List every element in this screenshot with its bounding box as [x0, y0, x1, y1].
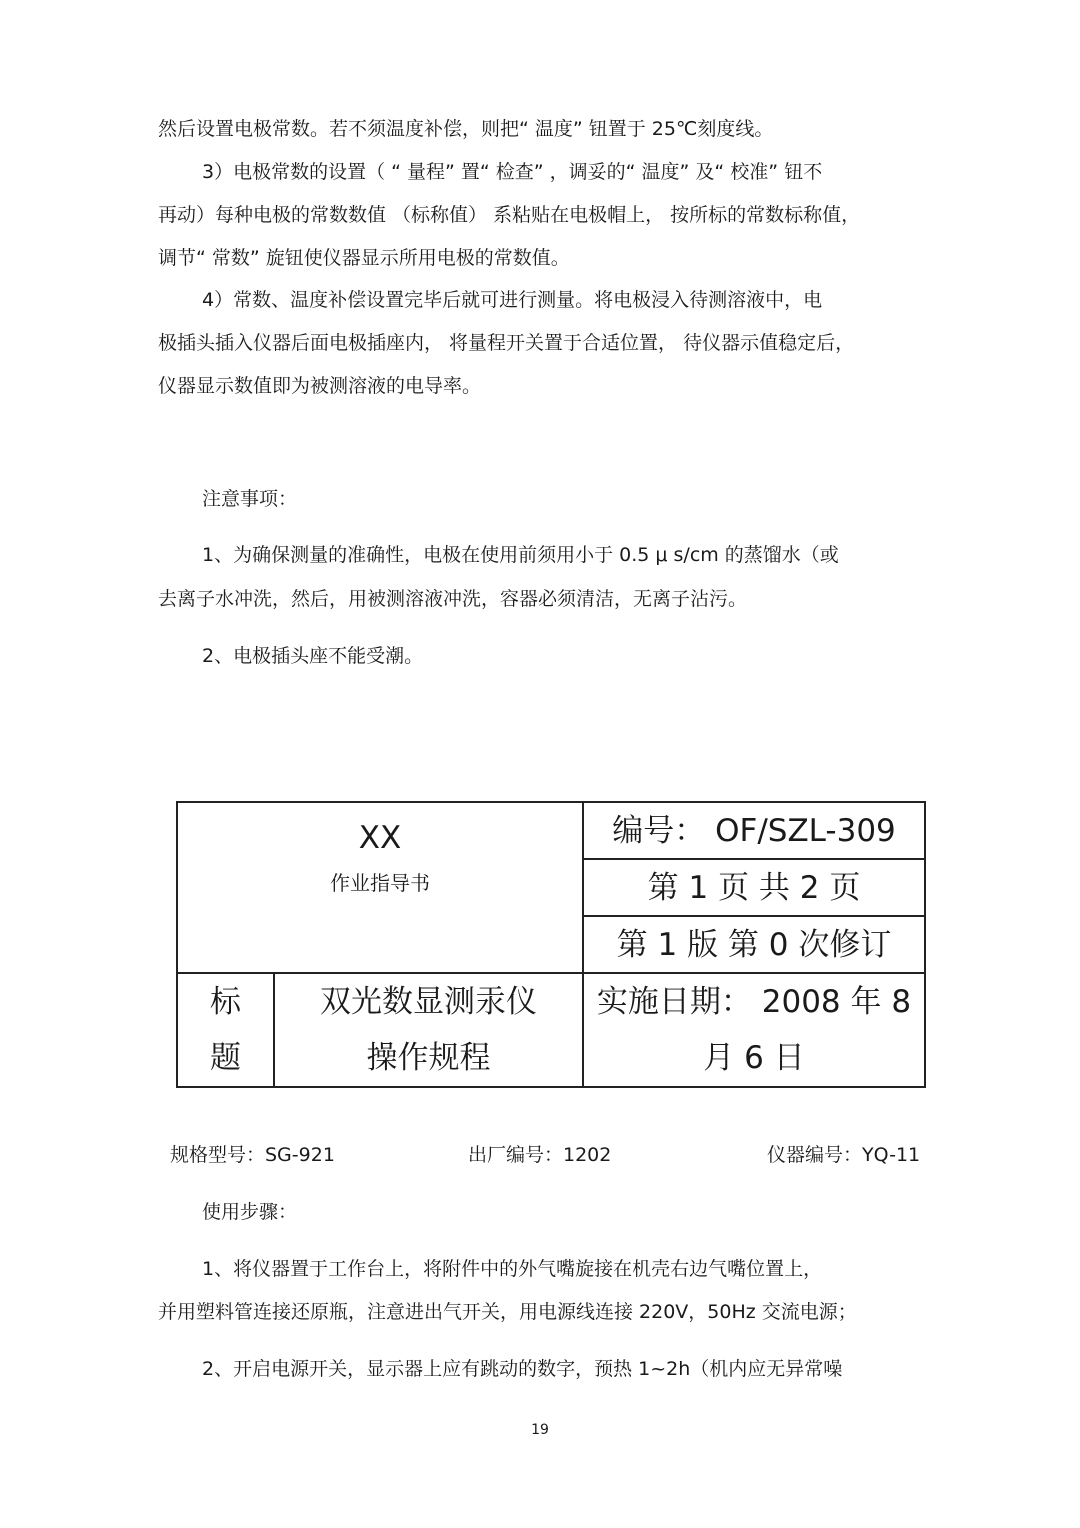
title-label-cell	[177, 973, 274, 1087]
paragraph-line: 然后设置电极常数。若不须温度补偿，则把“ 温度” 钮置于 25℃刻度线。	[158, 118, 774, 140]
company-name: XX	[358, 820, 402, 856]
version-info: 第 1 版 第 0 次修订	[583, 916, 925, 973]
note-item-1-cont: 去离子水冲洗，然后，用被测溶液冲洗，容器必须清洁，无离子沾污。	[158, 588, 748, 610]
date-line-2: 月 6 日	[703, 1040, 805, 1076]
page-info: 第 1 页 共 2 页	[583, 859, 925, 916]
paragraph-line: 调节“ 常数” 旋钮使仪器显示所用电极的常数值。	[158, 247, 570, 269]
spec-instrument: 仪器编号：YQ-11	[767, 1144, 921, 1166]
paragraph-line: 仪器显示数值即为被测溶液的电导率。	[158, 375, 482, 397]
title-label-1: 标	[210, 984, 241, 1020]
usage-step-1-cont: 并用塑料管连接还原瓶，注意进出气开关，用电源线连接 220V，50Hz 交流电源；	[158, 1301, 857, 1323]
title-line-2: 操作规程	[366, 1040, 491, 1076]
document-code: 编号： OF/SZL-309	[583, 802, 925, 859]
date-cell	[583, 973, 925, 1087]
page-number: 19	[531, 1422, 549, 1438]
title-label-2: 题	[210, 1040, 241, 1076]
title-line-1: 双光数显测汞仪	[320, 984, 537, 1020]
usage-title: 使用步骤：	[202, 1201, 298, 1223]
spec-model: 规格型号：SG-921	[170, 1144, 335, 1166]
usage-step-1: 1、将仪器置于工作台上，将附件中的外气嘴旋接在机壳右边气嘴位置上，	[202, 1258, 823, 1280]
paragraph-line: 再动）每种电极的常数数值 （标称值） 系粘贴在电极帽上， 按所标的常数标称值，	[158, 204, 861, 226]
usage-step-2: 2、开启电源开关，显示器上应有跳动的数字，预热 1~2h（机内应无异常噪	[202, 1358, 843, 1380]
company-cell	[177, 802, 583, 973]
paragraph-line: 4）常数、温度补偿设置完毕后就可进行测量。将电极浸入待测溶液中，电	[202, 289, 823, 311]
note-item-2: 2、电极插头座不能受潮。	[202, 645, 424, 667]
spec-serial: 出厂编号：1202	[468, 1144, 612, 1166]
document-header-table	[176, 801, 926, 1088]
paragraph-line: 3）电极常数的设置（ “ 量程” 置“ 检查” ，调妥的“ 温度” 及“ 校准” 钮不	[202, 161, 823, 183]
note-item-1: 1、为确保测量的准确性，电极在使用前须用小于 0.5 μ s/cm 的蒸馏水（或	[202, 544, 839, 566]
notes-title: 注意事项：	[202, 488, 298, 510]
document-type: 作业指导书	[330, 871, 430, 895]
paragraph-line: 极插头插入仪器后面电极插座内， 将量程开关置于合适位置， 待仪器示值稳定后，	[158, 332, 855, 354]
date-line-1: 实施日期： 2008 年 8	[596, 984, 912, 1020]
title-cell	[274, 973, 583, 1087]
